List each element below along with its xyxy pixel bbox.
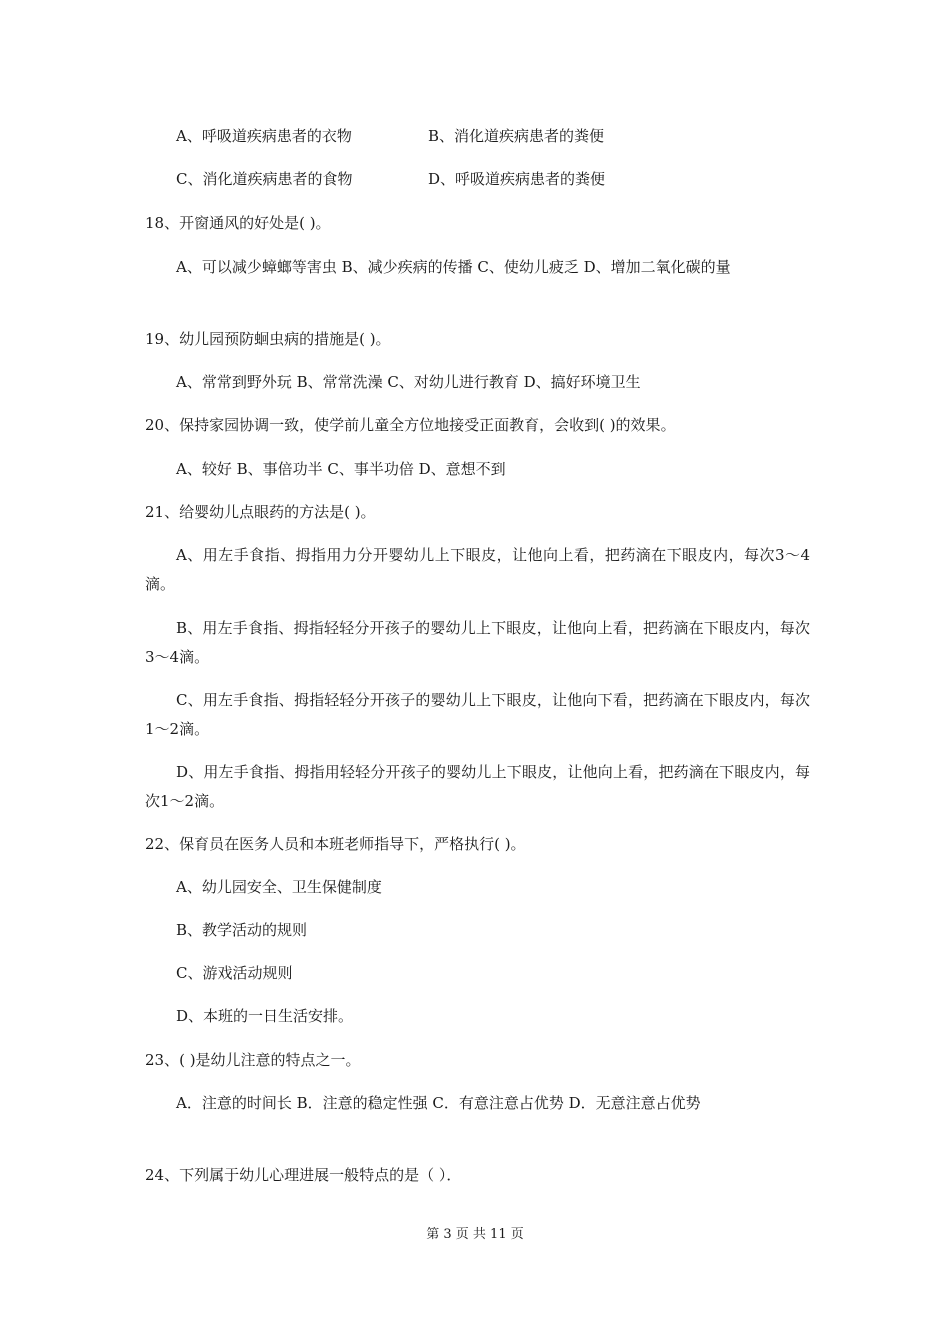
q21-option-d: D、用左手食指、拇指用轻轻分开孩子的婴幼儿上下眼皮，让他向上看，把药滴在下眼皮内，每次1～2滴。 <box>145 763 810 810</box>
question-20: 20、保持家园协调一致，使学前儿童全方位地接受正面教育，会收到( )的效果。 <box>145 416 676 434</box>
q17-option-b: B、消化道疾病患者的粪便 <box>428 127 605 145</box>
question-18: 18、开窗通风的好处是( )。 <box>145 214 331 232</box>
question-19: 19、幼儿园预防蛔虫病的措施是( )。 <box>145 330 391 348</box>
q22-option-b: B、教学活动的规则 <box>176 921 308 939</box>
page-footer: 第 3 页 共 11 页 <box>426 1227 524 1242</box>
q22-option-a: A、幼儿园安全、卫生保健制度 <box>176 878 382 896</box>
question-24: 24、下列属于幼儿心理进展一般特点的是（ ）． <box>145 1166 462 1184</box>
q22-option-d: D、本班的一日生活安排。 <box>176 1007 354 1025</box>
q17-option-c: C、消化道疾病患者的食物 <box>176 170 353 188</box>
q21-option-c: C、用左手食指、拇指轻轻分开孩子的婴幼儿上下眼皮，让他向下看，把药滴在下眼皮内，每次1～2滴。 <box>145 691 810 738</box>
q22-option-c: C、游戏活动规则 <box>176 964 293 982</box>
q21-option-a: A、用左手食指、拇指用力分开婴幼儿上下眼皮，让他向上看，把药滴在下眼皮内，每次3～4滴。 <box>145 546 810 593</box>
q17-option-d: D、呼吸道疾病患者的粪便 <box>428 170 606 188</box>
q21-option-b: B、用左手食指、拇指轻轻分开孩子的婴幼儿上下眼皮，让他向上看，把药滴在下眼皮内，每次3～4滴。 <box>145 619 810 666</box>
q20-options: A、较好 B、事倍功半 C、事半功倍 D、意想不到 <box>176 460 506 478</box>
q17-options-row1 <box>176 122 841 151</box>
q19-options: A、常常到野外玩 B、常常洗澡 C、对幼儿进行教育 D、搞好环境卫生 <box>176 373 641 391</box>
q17-options-row2 <box>176 165 841 194</box>
q17-option-a: A、呼吸道疾病患者的衣物 <box>176 127 352 145</box>
question-23: 23、( )是幼儿注意的特点之一。 <box>145 1051 361 1069</box>
q23-options: A．注意的时间长 B．注意的稳定性强 C．有意注意占优势 D．无意注意占优势 <box>176 1094 701 1112</box>
question-21: 21、给婴幼儿点眼药的方法是( )。 <box>145 503 376 521</box>
q18-options: A、可以减少蟑螂等害虫 B、减少疾病的传播 C、使幼儿疲乏 D、增加二氧化碳的量 <box>176 258 731 276</box>
question-22: 22、保育员在医务人员和本班老师指导下，严格执行( )。 <box>145 835 526 853</box>
